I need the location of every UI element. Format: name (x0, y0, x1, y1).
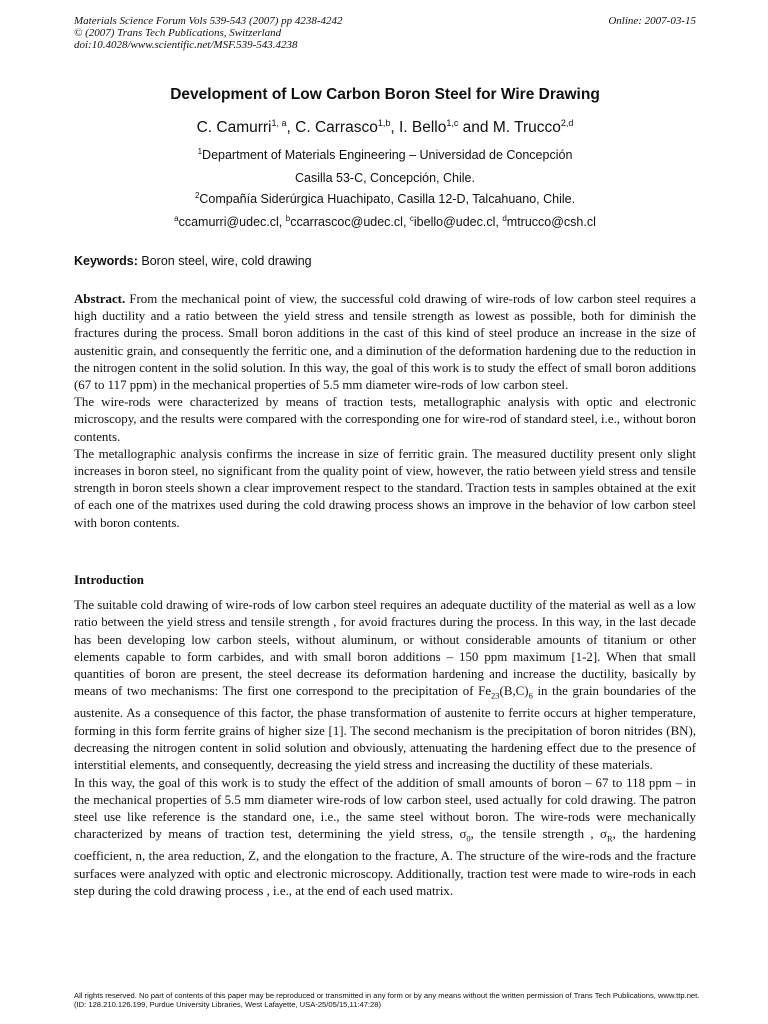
author-superscript: 1, a (271, 118, 287, 128)
subscript: 23 (491, 691, 500, 702)
intro-text: (B,C) (499, 684, 529, 699)
online-date: Online: 2007-03-15 (608, 15, 696, 27)
abstract-section (74, 291, 696, 532)
rights-footer: All rights reserved. No part of contents of this paper may be reproduced or transmitted in any form or by any means without the written permission of Trans Tech Publications, www.ttp.net. (ID: 128.210.126.199, Purdue University Libraries, West Lafayette, USA-25/05/15,11:47:28) (74, 991, 700, 1009)
abstract-paragraph: The wire-rods were characterized by means of traction tests, metallographic analysis with optic and electronic microscopy, and the results were compared with the corresponding one for wire-rod of standard steel, i.e., without boron contents. (74, 395, 696, 444)
intro-text: The suitable cold drawing of wire-rods of low carbon steel requires an adequate ductility of the material as well as a low ratio between the yield stress and tensile strength , for avoid fractures during the process. In this way, in the last decade has been developing low carbon steels, without aluminum, or without considerable amounts of titanium or other elements capable to form carbides, and with small boron additions – 150 ppm maximum [1-2]. When that small quantities of boron are present, the steel decrease its deformation hardening and increase the ductility, basically by means of two mechanisms: The first one correspond to the precipitation of Fe (74, 598, 696, 699)
affiliation-superscript: 1 (197, 147, 203, 156)
keywords-label: Keywords: (74, 254, 138, 268)
author-name: I. Bello (398, 119, 447, 137)
email-address: mtrucco@csh.cl (506, 215, 596, 230)
journal-citation: Materials Science Forum Vols 539-543 (2007) pp 4238-4242 (74, 15, 343, 27)
keywords-line (74, 254, 312, 268)
email-superscript: a (174, 214, 179, 223)
email-superscript: b (285, 214, 291, 223)
keywords-text: Boron steel, wire, cold drawing (141, 254, 312, 268)
author-list: C. Camurri$^{1, a}$, C. Carrasco$^{1,b}$, I. Bello$^{1,c}$ and M. Trucco$^{2,d}$ (196, 118, 574, 137)
intro-text: in the grain boundaries of the austenite. As a consequence of this factor, the phase transformation of austenite to ferrite occurs at higher temperature, forming in this form ferrite grains of higher size [1]. The second mechanism is the precipitation of boron nitrides (BN), decreasing the nitrogen content in solid solution and obviously, attenuating the hardening effect due to the presence of interstitial elements, and consequently, decreasing the yield stress and increasing the ductility of these materials. (74, 684, 696, 773)
author-name: C. Carrasco (295, 119, 378, 137)
subscript: 0 (466, 834, 471, 845)
introduction-paragraph (74, 597, 696, 775)
intro-text: , the tensile strength , σ (470, 827, 607, 842)
email-superscript: d (502, 214, 507, 223)
author-name: M. Trucco (492, 119, 561, 137)
publication-header (74, 15, 696, 51)
author-name: C. Camurri (196, 119, 272, 137)
author-superscript: 2,d (560, 118, 574, 128)
affiliation-superscript: 2 (194, 191, 200, 200)
email-superscript: c (409, 214, 414, 223)
abstract-text: From the mechanical point of view, the successful cold drawing of wire-rods of low carbon steel requires a high ductility and a ratio between the yield stress and tensile strength as lowest as possible, both for diminish the fractures during the process. Small boron additions in the cast of this kind of steel produce an increase in the size of austenitic grain, and consequently the ferritic one, and a diminution of the deformation hardening due to the reduction in the nitrogen content in the solid solution. In this way, the goal of this work is to study the effect of small boron additions (67 to 117 ppm) in the mechanical properties of 5.5 mm diameter wire-rods of low carbon steel. (74, 292, 696, 393)
email-address: ibello@udec.cl (413, 215, 496, 230)
paper-title: Development of Low Carbon Boron Steel for Wire Drawing (170, 86, 600, 103)
intro-text: , the hardening coefficient, n, the area reduction, Z, and the elongation to the fracture, A. The structure of the wire-rods and the fracture surfaces were analyzed with optic and electronic microscopy. Additionally, traction test were made to wire-rods in each step during the cold drawing process , i.e., at the end of each used matrix. (74, 827, 696, 898)
introduction-section (74, 597, 696, 900)
copyright-line: © (2007) Trans Tech Publications, Switzerland (74, 27, 282, 39)
abstract-label: Abstract. (74, 292, 126, 306)
introduction-heading: Introduction (74, 573, 144, 587)
subscript: R (607, 834, 613, 845)
introduction-paragraph (74, 775, 696, 901)
email-address: ccarrascoc@udec.cl (290, 215, 403, 230)
affiliation-2 (74, 191, 696, 206)
intro-text: In this way, the goal of this work is to study the effect of the addition of small amounts of boron – 67 to 118 ppm – in the mechanical properties of 5.5 mm diameter wire-rods of low carbon steel, used actually for cold drawing. The patron steel use like reference is the standard one, i.e., the same steel without boron. The wire-rods were mechanically characterized by means of traction test, determining the yield stress, σ (74, 775, 696, 842)
affiliation-text: Department of Materials Engineering – Universidad de Concepción (202, 148, 573, 163)
abstract-paragraph: The metallographic analysis confirms the increase in size of ferritic grain. The measured ductility present only slight increases in boron steel, no significant from the quality point of view, however, the ratio between yield stress and tensile strength in boron steels shown a clear improvement respect to the standard. Traction tests in samples obtained at the exit of each one of the matrixes used during the cold drawing process shows an improve in the behavior of low carbon steel with boron contents. (74, 446, 696, 530)
author-emails: $^a$ccamurri@udec.cl, $^b$ccarrascoc@udec.cl, $^c$ibello@udec.cl, $^d$mtrucco@csh.cl (174, 214, 596, 230)
author-superscript: 1,c (446, 118, 459, 128)
affiliation-1-address: Casilla 53-C, Concepción, Chile. (295, 171, 475, 185)
subscript: 6 (528, 691, 533, 702)
doi-line: doi:10.4028/www.scientific.net/MSF.539-543.4238 (74, 39, 298, 51)
affiliation-text: Compañía Siderúrgica Huachipato, Casilla 12-D, Talcahuano, Chile. (199, 192, 576, 207)
abstract-paragraph (74, 291, 696, 394)
author-superscript: 1,b (377, 118, 391, 128)
affiliation-1 (74, 147, 696, 162)
email-address: ccamurri@udec.cl (178, 215, 279, 230)
